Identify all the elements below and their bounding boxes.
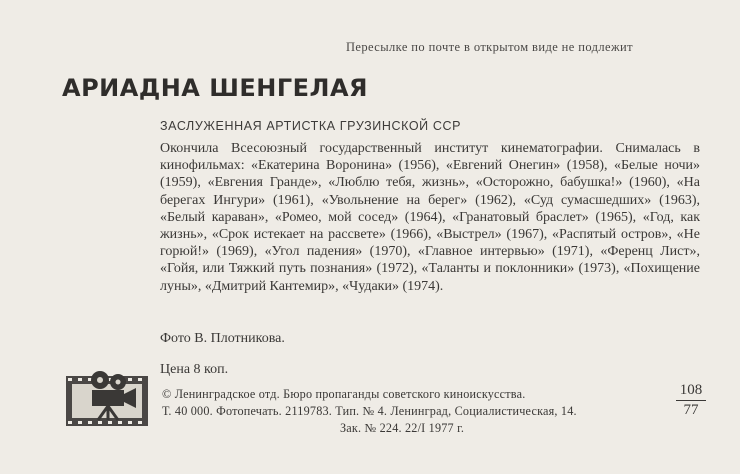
imprint-line-3: Зак. № 224. 22/I 1977 г.	[340, 421, 465, 435]
imprint-line-2: Т. 40 000. Фотопечать. 2119783. Тип. № 4. Ленинград, Социалистическая, 14.	[162, 404, 577, 418]
biography-text: Окончила Всесоюзный государственный институт кинематографии. Снималась в кинофильмах: «Екатерина Воронина» (1956), «Евгений Онегин» (1958), «Белые ночи» (1959), «Евгения Гранде», «Люблю тебя, жизнь», «Осторожно, бабушка!» (1960), «На берегах Ингури» (1961), «Увольнение на берег» (1962), «Суд сумасшедших» (1963), «Белый караван», «Ромео, мой сосед» (1964), «Гранатовый браслет» (1965), «Год, как жизнь», «Срок истекает на рассвете» (1966), «Выстрел» (1967), «Распятый остров», «Не горюй!» (1969), «Угол падения» (1970), «Главное интервью» (1971), «Ференц Лист», «Гойя, или Тяжкий путь познания» (1972), «Таланты и поклонники» (1973), «Похищение луны», «Дмитрий Кантемир», «Чудаки» (1974).	[160, 141, 700, 294]
actress-name: АРИАДНА ШЕНГЕЛАЯ	[62, 74, 369, 102]
film-camera-logo-icon	[64, 370, 150, 430]
mailing-notice: Пересылке по почте в открытом виде не подлежит	[346, 40, 633, 54]
photo-credit: Фото В. Плотникова.	[160, 331, 285, 346]
catalog-numerator: 108	[676, 382, 706, 401]
actress-title: ЗАСЛУЖЕННАЯ АРТИСТКА ГРУЗИНСКОЙ ССР	[160, 119, 462, 133]
catalog-denominator: 77	[683, 402, 699, 418]
catalog-number	[676, 382, 706, 419]
imprint-line-1: © Ленинградское отд. Бюро пропаганды советского киноискусства.	[162, 387, 526, 401]
price-label: Цена 8 коп.	[160, 362, 229, 377]
